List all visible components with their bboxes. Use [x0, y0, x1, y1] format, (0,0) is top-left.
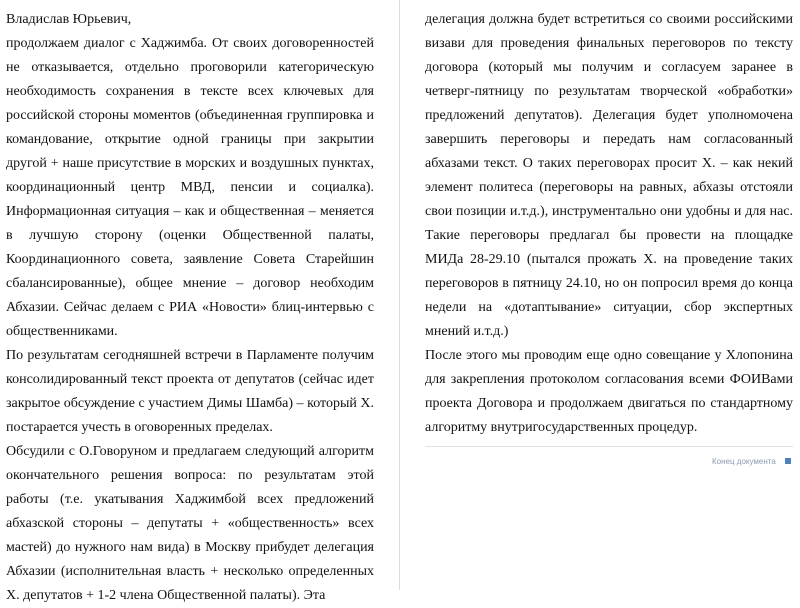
right-column — [425, 8, 793, 440]
paragraph-3-end: делегация должна будет встретиться со своими российскими визави для проведения финальных переговоров по тексту договора (который мы получим и согласуем заранее в четверг-пятницу по результатам творческой «обработки» предложений депутатов). Делегация будет уполномочена завершить переговоры и передать нам согласованный абхазами текст. О таких переговорах просит Х. – как некий элемент политеса (переговоры на равных, абхазы отстояли свои позиции и.т.д.), инструментально они удобны и для нас. Такие переговоры предлагал бы провести на площадке МИДа 28-29.10 (пытался прожать Х. на проведение таких переговоров в пятницу 24.10, но он попросил время до конца недели на «дотаптывание» ситуации, сбор экспертных мнений и.т.д.) — [425, 12, 793, 339]
left-column — [6, 8, 374, 608]
column-divider — [399, 0, 400, 590]
end-of-document-marker-icon — [785, 458, 791, 464]
paragraph-2: По результатам сегодняшней встречи в Парламенте получим консолидированный текст проекта от депутатов (сейчас идет закрытое обсуждение с участием Димы Шамба) – который Х. постарается учесть в оговоренных пределах. — [6, 348, 374, 435]
paragraph-1: продолжаем диалог с Хаджимба. От своих договоренностей не отказывается, отдельно проговорили категорическую необходимость сохранения в тексте всех ключевых для российской стороны моментов (объединенная группировка и командование, открытие одной границы при закрытии другой + наше присутствие в морских и воздушных пунктах, координационный центр МВД, пенсии и социалка). Информационная ситуация – как и общественная – меняется в лучшую сторону (оценки Общественной палаты, Координационного совета, заявление Совета Старейшин сбалансированные), общее мнение – договор необходим Абхазии. Сейчас делаем с РИА «Новости» блиц-интервью с общественниками. — [6, 36, 374, 339]
end-of-document-label: Конец документа — [712, 457, 776, 466]
paragraph-3-start: Обсудили с О.Говоруном и предлагаем следующий алгоритм окончательного решения вопроса: по результатам этой работы (т.е. укатывания Хаджимбой всех предложений абхазской стороны – депутаты + «общественность» всех мастей) до нужного нам вида) в Москву прибудет делегация Абхазии (исполнительная власть + несколько определенных Х. депутатов + 1-2 члена Общественной палаты). Эта — [6, 444, 374, 603]
paragraph-4: После этого мы проводим еще одно совещание у Хлопонина для закрепления протоколом согласования всеми ФОИВами проекта Договора и продолжаем двигаться по стандартному алгоритму внутригосударственных процедур. — [425, 348, 793, 435]
end-of-document-rule — [425, 446, 793, 447]
greeting: Владислав Юрьевич, — [6, 12, 132, 27]
